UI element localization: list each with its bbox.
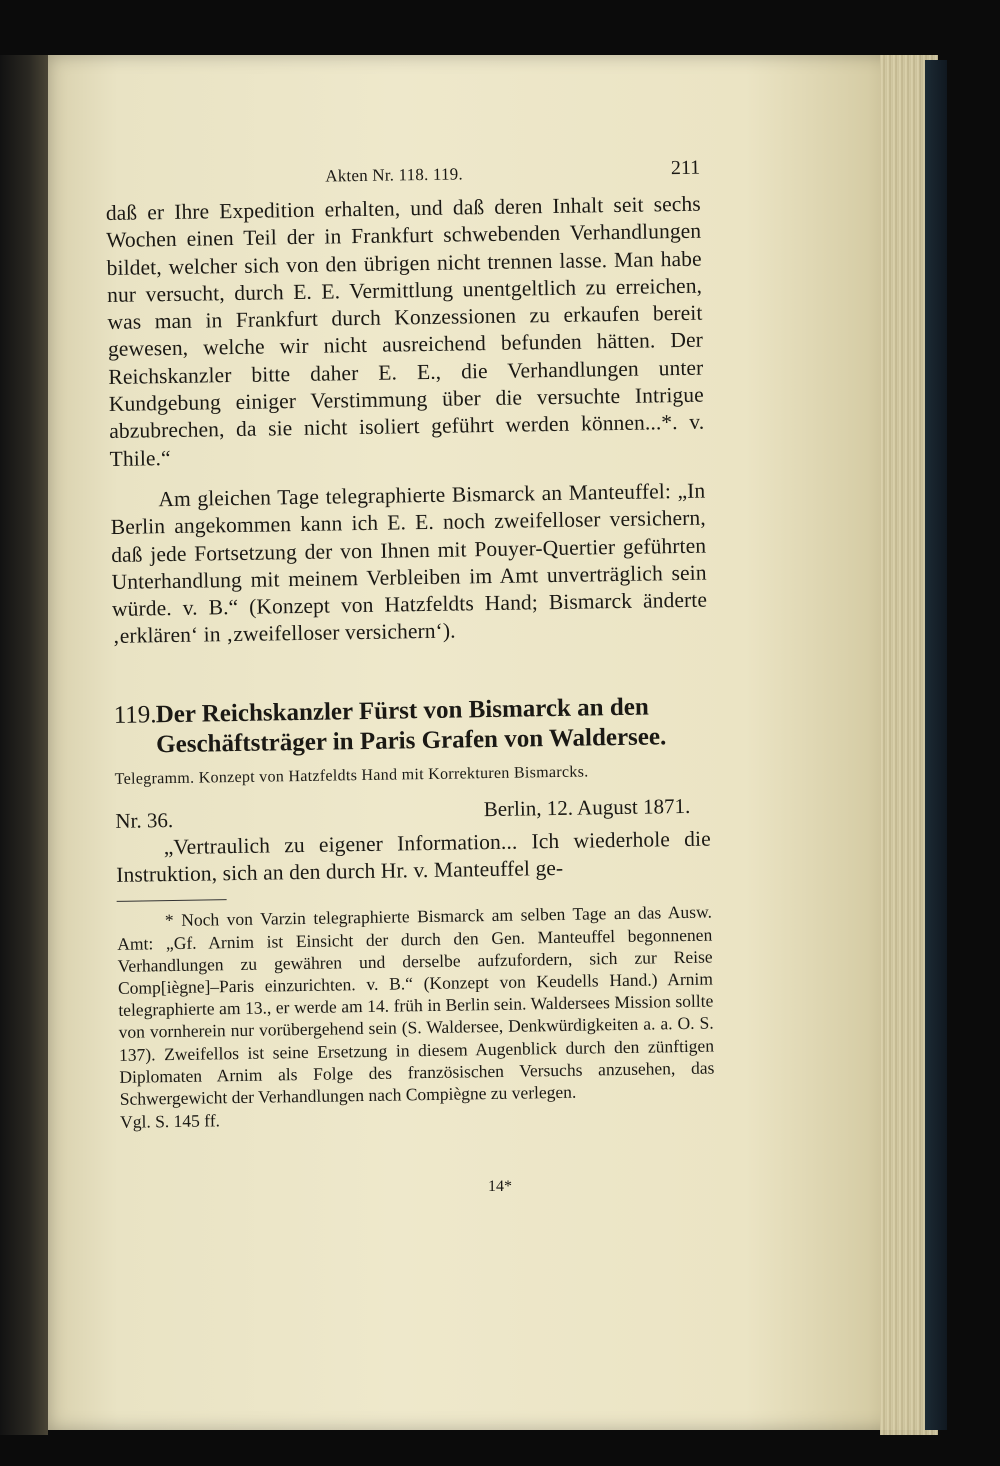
book-cover-edge — [925, 60, 947, 1430]
paragraph-manteuffel-telegram: Am gleichen Tage telegraphierte Bismarck an Manteuffel: „In Berlin angekommen kann ich E. E. noch zweifelloser versichern, daß jede Fortsetzung der von Ihnen mit Pouyer-Quertier geführten Unterhandlung mit meinem Verbleiben im Amt unverträglich sein würde. v. B.“ (Konzept von Hatzfeldts Hand; Bismarck änderte ‚erklären‘ in ‚zweifelloser versichern‘). — [110, 478, 708, 649]
footnote-reference: Vgl. S. 145 ff. — [119, 1110, 221, 1133]
footnote-rule — [117, 900, 227, 903]
document-number: 119. — [113, 701, 157, 729]
paragraph-continuation: daß er Ihre Expedition erhalten, und daß deren Inhalt seit sechs Wochen einen Teil der in Frankfurt schwebenden Verhandlungen bildet, welcher sich von den übrigen nicht trennen lasse. Man habe nur versucht, durch E. E. Vermittlung unentgeltlich zu erreichen, was man in Frankfurt durch Konzessionen zu erkaufen bereit gewesen, welche wir nicht ausreichend befunden hätten. Der Reichskanzler bitte daher E. E., die Verhandlungen unter Kundgebung einiger Verstimmung über die versuchte Intrigue abzubrechen, da sie nicht isoliert geführt werden können...*. v. Thile.“ — [105, 191, 705, 471]
heading-line-1: Der Reichskanzler Fürst von Bismarck an den — [155, 693, 649, 729]
document-date: Berlin, 12. August 1871. — [483, 793, 691, 821]
signature-mark: 14* — [488, 1178, 512, 1195]
book-spine-left — [0, 55, 48, 1435]
document-subheading: Telegramm. Konzept von Hatzfeldts Hand mit Korrekturen Bismarcks. — [114, 763, 589, 788]
document-text: „Vertraulich zu eigener Information... Ich wiederhole die Instruktion, sich an den durch Hr. v. Manteuffel ge- — [116, 826, 711, 887]
footnote-text: * Noch von Varzin telegraphierte Bismarck am selben Tage an das Ausw. Amt: „Gf. Arnim ist Einsicht der durch den Gen. Manteuffel begonnenen Verhandlungen zu gewähren und derselbe aufzufordern, sich zur Reise Comp[iègne]–Paris einzurichten. v. B.“ (Konzept von Keudells Hand.) Arnim telegraphierte am 13., er werde am 14. früh in Berlin sein. Waldersees Mission sollte von vornherein nur vorübergehend sein (S. Waldersee, Denkwürdigkeiten a. a. O. S. 137). Zweifellos ist seine Ersetzung in diesem Augenblick durch den zünftigen Diplomaten Arnim als Folge des französischen Versuchs anzusehen, das Schwergewicht der Verhandlungen nach Compiègne zu verlegen. — [117, 901, 715, 1109]
document-heading — [113, 691, 709, 760]
heading-line-2: Geschäftsträger in Paris Grafen von Waldersee. — [155, 723, 667, 759]
document-nr: Nr. 36. — [115, 807, 174, 833]
running-head-title: Akten Nr. 118. 119. — [325, 164, 464, 186]
page-text-block — [105, 151, 715, 1133]
page-number: 211 — [670, 156, 701, 180]
